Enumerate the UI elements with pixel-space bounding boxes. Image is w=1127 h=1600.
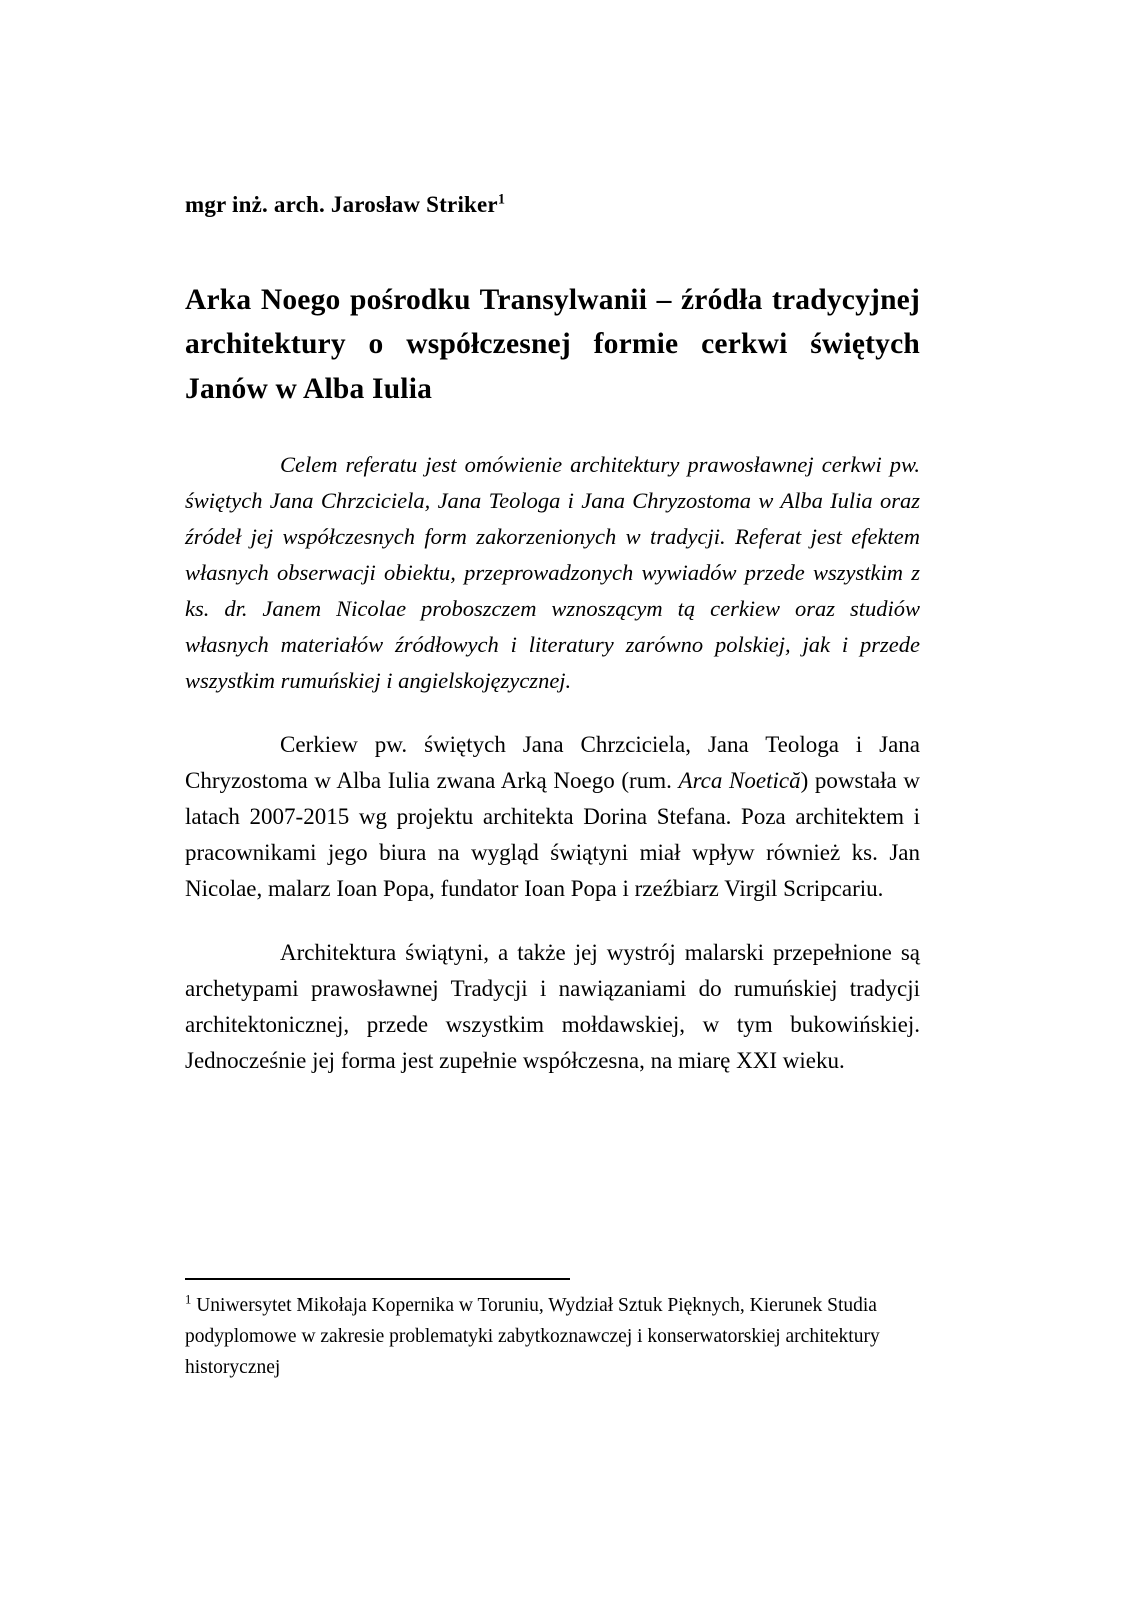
paragraph-1-segment-1: Cerkiew pw. świętych Jana Chrzciciela, Jana Teologa i Jana Chryzostoma w Alba Iulia zwana Arką Noego (rum.	[185, 731, 920, 793]
body-paragraph-1	[185, 727, 920, 907]
footnote-body: Uniwersytet Mikołaja Kopernika w Toruniu, Wydział Sztuk Pięknych, Kierunek Studia podyplomowe w zakresie problematyki zabytkoznawczej i konserwatorskiej architektury historycznej	[185, 1295, 880, 1378]
author-footnote-mark: 1	[497, 191, 506, 208]
paper-title: Arka Noego pośrodku Transylwanii – źródła tradycyjnej architektury o współczesnej formie cerkwi świętych Janów w Alba Iulia	[185, 284, 920, 405]
footnote-mark: 1	[185, 1292, 192, 1307]
paragraph-1-italic-term: Arca Noetică	[678, 767, 801, 793]
footnote-text	[185, 1290, 920, 1383]
body-paragraph-2: Architektura świątyni, a także jej wystrój malarski przepełnione są archetypami prawosławnej Tradycji i nawiązaniami do rumuńskiej tradycji architektonicznej, przede wszystkim mołdawskiej, w tym bukowińskiej. Jednocześnie jej forma jest zupełnie współczesna, na miarę XXI wieku.	[185, 939, 920, 1073]
footnote-divider	[185, 1278, 570, 1280]
abstract-paragraph: Celem referatu jest omówienie architektury prawosławnej cerkwi pw. świętych Jana Chrzciciela, Jana Teologa i Jana Chryzostoma w Alba Iulia oraz źródeł jej współczesnych form zakorzenionych w tradycji. Referat jest efektem własnych obserwacji obiektu, przeprowadzonych wywiadów przede wszystkim z ks. dr. Janem Nicolae proboszczem wznoszącym tą cerkiew oraz studiów własnych materiałów źródłowych i literatury zarówno polskiej, jak i przede wszystkim rumuńskiej i angielskojęzycznej.	[185, 451, 920, 693]
footnote-area	[185, 1278, 920, 1383]
author-line	[185, 192, 920, 218]
paragraph-1-segment-3: ) powstała w latach 2007-2015 wg projektu architekta Dorina Stefana. Poza architektem i pracownikami jego biura na wygląd świątyni miał wpływ również ks. Jan Nicolae, malarz Ioan Popa, fundator Ioan Popa i rzeźbiarz Virgil Scripcariu.	[185, 767, 920, 901]
author-name: mgr inż. arch. Jarosław Striker	[185, 192, 498, 217]
